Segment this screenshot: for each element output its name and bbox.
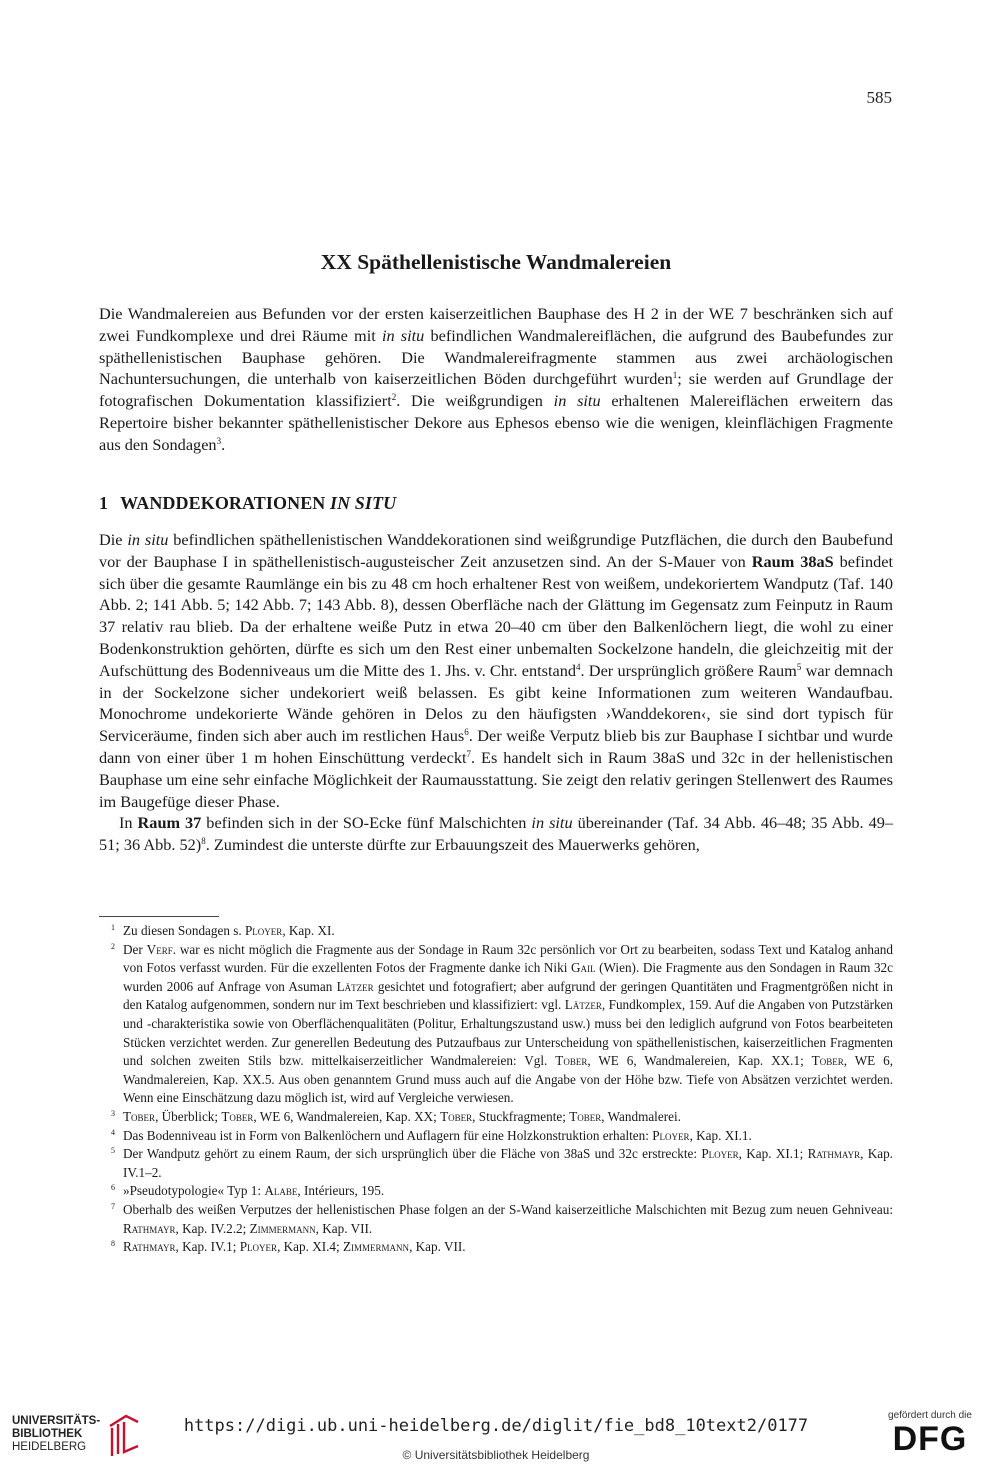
footnote-number: 5 bbox=[111, 1146, 115, 1156]
section-number: 1 bbox=[99, 493, 109, 513]
footnote-text: Rathmayr, Kap. IV.1; Ployer, Kap. XI.4; Zimmermann, Kap. VII. bbox=[123, 1239, 466, 1255]
footnote-text: »Pseudotypologie« Typ 1: Alabe, Intérieurs, 195. bbox=[123, 1183, 385, 1199]
footnote-text: Oberhalb des weißen Verputzes der hellenistischen Phase folgen an der S-Wand kaiserzeitliche Malschichten mit Bezug zum neuen Gehniveau: Rathmayr, Kap. IV.2.2; Zimmermann, Kap. VII. bbox=[123, 1201, 893, 1236]
section-heading bbox=[99, 493, 396, 514]
footnote bbox=[99, 1145, 893, 1182]
footnote bbox=[99, 1182, 893, 1201]
digitization-url[interactable]: https://digi.ub.uni-heidelberg.de/diglit/fie_bd8_10text2/0177 bbox=[183, 1416, 809, 1436]
footnote-number: 4 bbox=[111, 1127, 115, 1137]
footnotes bbox=[99, 922, 893, 1257]
footnote-number: 3 bbox=[111, 1108, 115, 1118]
intro-paragraph: Die Wandmalereien aus Befunden vor der ersten kaiserzeitlichen Bauphase des H 2 in der WE 7 beschränken sich auf zwei Fundkomplexe und drei Räume mit in situ befindlichen Wandmalereiflächen, die aufgrund des Baubefundes zur späthellenistischen Bauphase gehören. Die Wandmalereifragmente stammen aus zwei archäologischen Nachuntersuchungen, die unterhalb von kaiserzeitlichen Böden durchgeführt wurden$^1$; sie werden auf Grundlage der fotografischen Dokumentation klassifiziert$^2$. Die weißgrundigen in situ erhaltenen Malereiflächen erweitern das Repertoire bisher bekannter späthellenistischer Dekore aus Ephesos ebenso wie die wenigen, kleinflächigen Fragmente aus den Sondagen$^3$. bbox=[99, 304, 894, 454]
section-title: WANDDEKORATIONEN IN SITU bbox=[120, 493, 397, 513]
footnote-number: 1 bbox=[111, 923, 115, 932]
footnote-rule bbox=[99, 916, 219, 917]
footnote-number: 6 bbox=[111, 1183, 115, 1193]
footnote bbox=[99, 1127, 893, 1146]
dfg-logo[interactable] bbox=[882, 1410, 978, 1457]
footnote-number: 8 bbox=[111, 1239, 115, 1249]
footer-bar bbox=[0, 1402, 992, 1474]
dfg-caption: gefördert durch die bbox=[888, 1410, 972, 1421]
library-name-line: UNIVERSITÄTS- bbox=[12, 1415, 101, 1427]
footnote bbox=[99, 1201, 893, 1238]
footnote-text: Das Bodenniveau ist in Form von Balkenlöchern und Auflagern für eine Holzkonstruktion erhalten: Ployer, Kap. XI.1. bbox=[123, 1127, 752, 1143]
body-paragraph: In Raum 37 befinden sich in der SO-Ecke fünf Malschichten in situ übereinander (Taf. 34 Abb. 46–48; 35 Abb. 49–51; 36 Abb. 52)$^8$. Zumindest die unterste dürfte zur Erbauungszeit des Mauerwerks gehören, bbox=[99, 813, 893, 855]
footnote bbox=[99, 1238, 893, 1257]
footnote-text: Der Wandputz gehört zu einem Raum, der sich ursprünglich über die Fläche von 38aS und 32c erstreckte: Ployer, Kap. XI.1; Rathmayr, Kap. IV.1–2. bbox=[123, 1146, 893, 1180]
dfg-wordmark: DFG bbox=[892, 1420, 968, 1458]
library-name-line: HEIDELBERG bbox=[12, 1441, 87, 1453]
library-name-line: BIBLIOTHEK bbox=[12, 1428, 83, 1440]
footnote bbox=[99, 922, 893, 941]
copyright-notice: © Universitätsbibliothek Heidelberg bbox=[402, 1448, 590, 1462]
footnote-text: Tober, Überblick; Tober, WE 6, Wandmalereien, Kap. XX; Tober, Stuckfragmente; Tober, Wandmalerei. bbox=[123, 1108, 681, 1124]
page-number: 585 bbox=[866, 88, 892, 107]
footnote bbox=[99, 1108, 893, 1127]
footnote-number: 2 bbox=[111, 941, 115, 951]
footnote bbox=[99, 941, 893, 1108]
footnote-text: Der Verf. war es nicht möglich die Fragmente aus der Sondage in Raum 32c persönlich vor Ort zu bearbeiten, sodass Text und Katalog anhand von Fotos verfasst wurden. Für die exzellenten Fotos der Fragmente danke ich Niki Gail (Wien). Die Fragmente aus den Sondagen in Raum 32c wurden 2006 auf Anfrage von Asuman Lätzer gesichtet und fotografiert; aber aufgrund der geringen Quantitäten und Fragmentgrößen nicht in den Katalog aufgenommen, sondern nur im Text beschrieben und klassifiziert: vgl. Lätzer, Fundkomplex, 159. Auf die Angaben von Putzstärken und -charakteristika sowie von Oberflächenqualitäten (Politur, Erhaltungszustand usw.) muss bei den lediglich aufgrund von Fotos bearbeiteten Stücken verzichtet werden. Zur generellen Bedeutung des Putzaufbaus zur Unterscheidung von späthellenistischen, kaiserzeitlichen Fragmenten und solchen zweiten Stils bzw. mittelkaiserzeitlicher Wandmalereien: Vgl. Tober, WE 6, Wandmalereien, Kap. XX.1; Tober, WE 6, Wandmalereien, Kap. XX.5. Aus oben genanntem Grund muss auch auf die Angabe von der Höhe bzw. Tiefe von Absätzen verzichtet werden. Wenn eine Einschätzung dazu möglich ist, wird auf Vergleiche verwiesen. bbox=[123, 941, 894, 1106]
footnote-text: Zu diesen Sondagen s. Ployer, Kap. XI. bbox=[123, 923, 335, 938]
section-body bbox=[99, 529, 893, 856]
body-paragraph: Die in situ befindlichen späthellenistischen Wanddekorationen sind weißgrundige Putzflächen, die durch den Baubefund vor der Bauphase I in späthellenistisch-augusteischer Zeit anzusetzen sind. An der S-Mauer von Raum 38aS befindet sich über die gesamte Raumlänge ein bis zu 48 cm hoch erhaltener Rest von weißem, undekoriertem Wandputz (Taf. 140 Abb. 2; 141 Abb. 5; 142 Abb. 7; 143 Abb. 8), dessen Oberfläche nach der Glättung im Gegensatz zum Feinputz in Raum 37 relativ rau blieb. Da der erhaltene weiße Putz in etwa 20–40 cm über den Balkenlöchern liegt, die wohl zu einer Bodenkonstruktion gehörten, dürfte es sich um den Rest einer unbemalten Sockelzone handeln, die gleichzeitig mit der Aufschüttung des Bodenniveaus um die Mitte des 1. Jhs. v. Chr. entstand$^4$. Der ursprünglich größere Raum$^5$ war demnach in der Sockelzone sicher undekoriert weiß belassen. Es gibt keine Informationen zum weiteren Wandaufbau. Monochrome undekorierte Wände gehören in Delos zu den häufigsten ›Wanddekoren‹, sie sind dort typisch für Serviceräume, finden sich aber auch im restlichen Haus$^6$. Der weiße Verputz blieb bis zur Bauphase I sichtbar und wurde dann von einer über 1 m hohen Einschüttung verdeckt$^7$. Es handelt sich in Raum 38aS und 32c in der hellenistischen Bauphase um eine sehr einfache Möglichkeit der Raumausstattung. Sie zeigt den relativ geringen Stellenwert des Raumes im Baugefüge dieser Phase. bbox=[99, 530, 893, 811]
footnote-number: 7 bbox=[111, 1201, 115, 1211]
chapter-title: XX Späthellenistische Wandmalereien bbox=[320, 250, 672, 274]
